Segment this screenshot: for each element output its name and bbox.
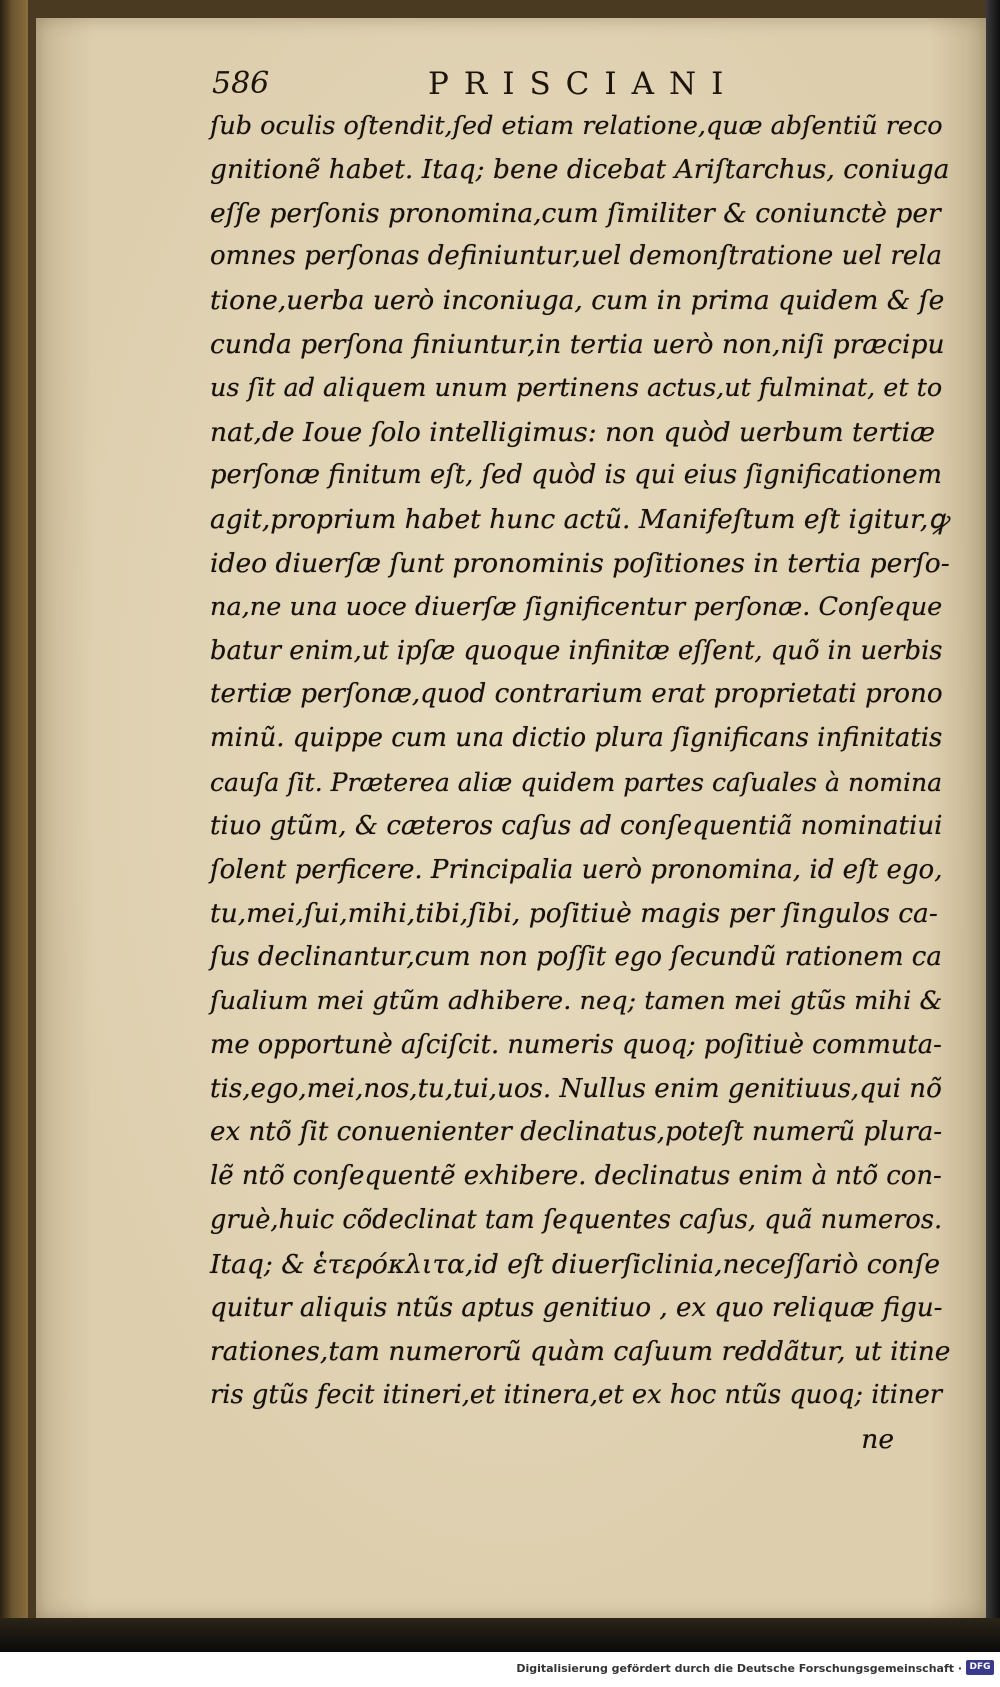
page-number: 586 bbox=[212, 66, 270, 101]
text-line: gnitionẽ habet. Itaq; bene dicebat Ariſtarchus, coniuga bbox=[210, 153, 950, 185]
text-line: cunda perſona finiuntur,in tertia uerò non,niſi præcipu bbox=[210, 328, 945, 360]
text-line: eſſe perſonis pronomina,cum ſimiliter & coniunctè per bbox=[210, 197, 941, 229]
text-line: agit,proprium habet hunc actũ. Manifeſtum eſt igitur,ꝙ bbox=[210, 504, 949, 536]
text-line: lẽ ntõ conſequentẽ exhibere. declinatus enim à ntõ con- bbox=[210, 1161, 942, 1192]
text-line: batur enim,ut ipſæ quoque infinitæ eſſent, quõ in uerbis bbox=[210, 635, 943, 666]
text-line: gruè,huic cõdeclinat tam ſequentes caſus, quã numeros. bbox=[210, 1204, 943, 1235]
text-line: na,ne una uoce diuerſæ ſignificentur perſonæ. Conſeque bbox=[210, 591, 943, 622]
text-line: ideo diuerſæ ſunt pronominis poſitiones in tertia perſo- bbox=[210, 547, 950, 579]
text-line: ſub oculis oſtendit,ſed etiam relatione,quæ abſentiũ reco bbox=[210, 110, 943, 140]
funding-credit: Digitalisierung gefördert durch die Deutsche Forschungsgemeinschaft · bbox=[516, 1662, 962, 1675]
book-edge-bottom bbox=[0, 1618, 1000, 1652]
text-line: nat,de Ioue ſolo intelligimus: non quòd uerbum tertiæ bbox=[210, 416, 936, 448]
text-line: cauſa ſit. Præterea aliæ quidem partes caſuales à nomina bbox=[210, 767, 943, 797]
text-line: tis,ego,mei,nos,tu,tui,uos. Nullus enim genitiuus,qui nõ bbox=[210, 1073, 942, 1104]
text-line: ris gtũs fecit itineri,et itinera,et ex hoc ntũs quoq; itiner bbox=[210, 1380, 943, 1411]
text-line: omnes perſonas definiuntur,uel demonſtratione uel rela bbox=[210, 241, 942, 272]
text-line: perſonæ finitum eſt, ſed quòd is qui eius ſignificationem bbox=[210, 460, 942, 491]
text-line: tiuo gtũm, & cæteros caſus ad conſequentiã nominatiui bbox=[210, 810, 943, 841]
book-edge-right bbox=[986, 0, 1000, 1652]
text-line: minũ. quippe cum una dictio plura ſignificans infinitatis bbox=[210, 723, 943, 754]
catchword: ne bbox=[861, 1423, 894, 1455]
text-line: us ſit ad aliquem unum pertinens actus,ut fulminat, et to bbox=[210, 372, 943, 403]
text-line: ſualium mei gtũm adhibere. neq; tamen mei gtũs mihi & bbox=[210, 985, 943, 1016]
text-line: tione,uerba uerò inconiuga, cum in prima quidem & ſe bbox=[210, 285, 945, 317]
running-title: PRISCIANI bbox=[428, 66, 739, 102]
digitization-footer bbox=[0, 1652, 1000, 1687]
text-line: Itaq; & ἑτερόκλιτα,id eſt diuerſiclinia,neceſſariò conſe bbox=[210, 1248, 941, 1280]
text-line: rationes,tam numerorũ quàm caſuum reddãtur, ut itine bbox=[210, 1336, 951, 1368]
text-line: me opportunè aſciſcit. numeris quoq; poſitiuè commuta- bbox=[210, 1029, 942, 1060]
text-line: tertiæ perſonæ,quod contrarium erat proprietati prono bbox=[210, 679, 943, 710]
book-edge-left bbox=[0, 0, 28, 1652]
text-line: tu,mei,ſui,mihi,tibi,ſibi, poſitiuè magis per ſingulos ca- bbox=[210, 898, 938, 930]
body-text bbox=[210, 104, 950, 1462]
text-line: ſus declinantur,cum non poſſit ego ſecundũ rationem ca bbox=[210, 942, 942, 973]
text-line: ex ntõ ſit conuenienter declinatus,poteſt numerũ plura- bbox=[210, 1117, 943, 1148]
text-line: ſolent perficere. Principalia uerò pronomina, id eſt ego, bbox=[210, 854, 943, 885]
running-head bbox=[168, 62, 948, 110]
text-line: quitur aliquis ntũs aptus genitiuo , ex quo reliquæ figu- bbox=[210, 1292, 943, 1323]
dfg-logo: DFG bbox=[966, 1660, 994, 1675]
